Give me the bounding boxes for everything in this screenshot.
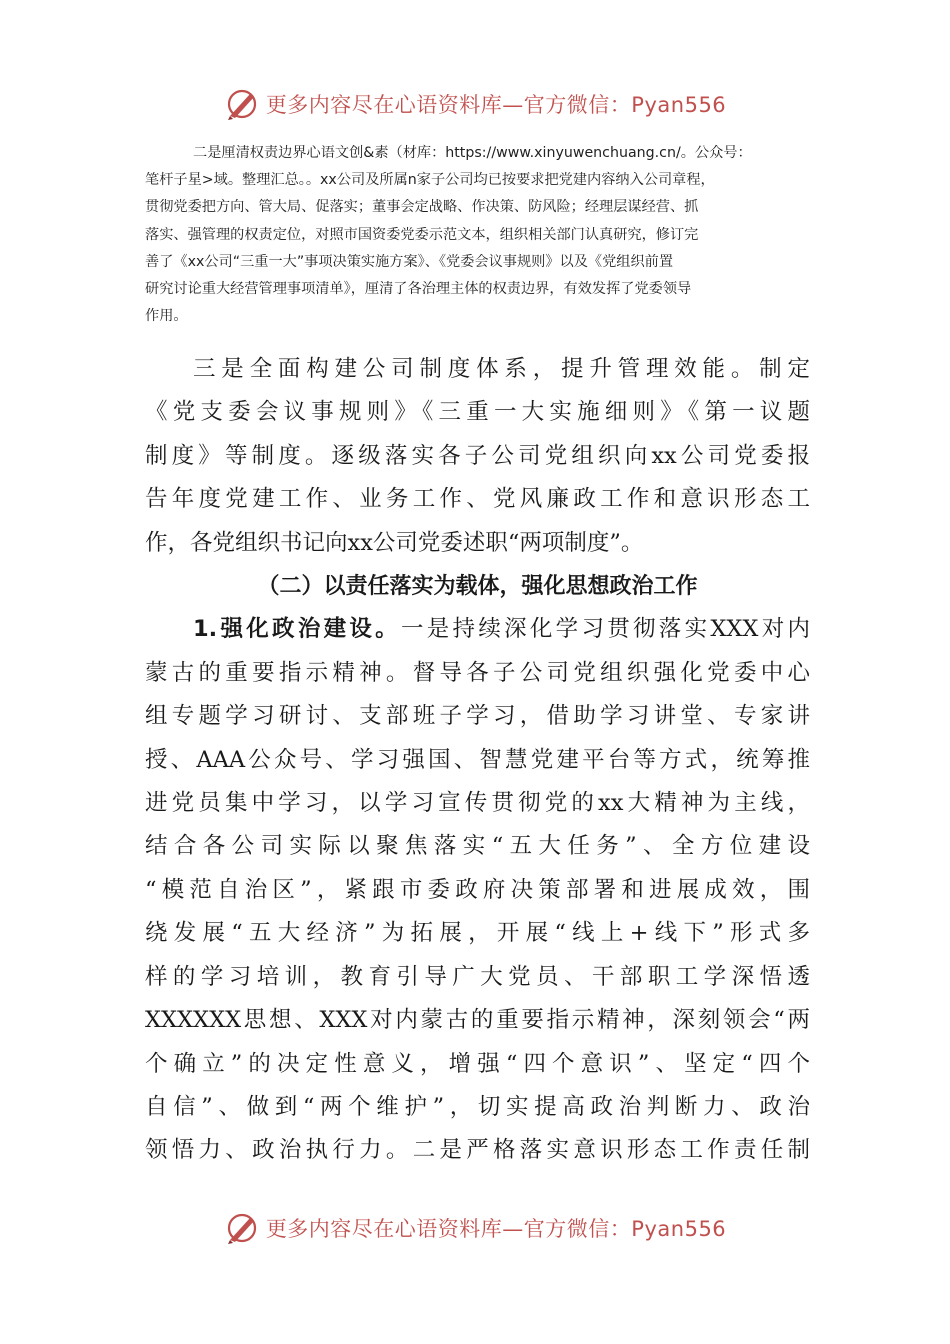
text-line: 进党员集中学习，以学习宣传贯彻党的xx大精神为主线， xyxy=(145,790,810,817)
text-line: 告年度党建工作、业务工作、党风廉政工作和意识形态工 xyxy=(145,486,810,513)
banner-text: 更多内容尽在心语资料库—官方微信：Pyan556 xyxy=(265,1217,727,1241)
text-line: 领悟力、政治执行力。二是严格落实意识形态工作责任制 xyxy=(145,1137,810,1164)
text-line: 自信”、做到“两个维护”，切实提高政治判断力、政治 xyxy=(145,1093,810,1120)
main-body xyxy=(145,348,810,1173)
banner-text: 更多内容尽在心语资料库—官方微信：Pyan556 xyxy=(265,93,727,117)
text-line: 蒙古的重要指示精神。督导各子公司党组织强化党委中心 xyxy=(145,659,810,686)
text-line: 个确立”的决定性意义，增强“四个意识”、坚定“四个 xyxy=(145,1050,810,1077)
text-line: 样的学习培训，教育引导广大党员、干部职工学深悟透 xyxy=(145,963,810,990)
text-line: 二是厘清权责边界心语文创&素（材库：https://www.xinyuwenchuang.cn/。公众号： xyxy=(193,145,752,161)
subsection-lead: 1.强化政治建设。 xyxy=(193,616,401,643)
text-line: 笔杆子星>域。整理汇总。。xx公司及所属n家子公司均已按要求把党建内容纳入公司章程， xyxy=(145,172,715,189)
text-line: 授、AAA公众号、学习强国、智慧党建平台等方式，统筹推 xyxy=(145,746,810,773)
text-line: 三是全面构建公司制度体系，提升管理效能。制定 xyxy=(193,356,810,382)
text-line: 贯彻党委把方向、管大局、促落实；董事会定战略、作决策、防风险；经理层谋经营、抓 xyxy=(145,199,699,216)
paragraph-2 xyxy=(145,140,810,330)
section-heading: （二）以责任落实为载体，强化思想政治工作 xyxy=(257,574,698,600)
text-line: 绕发展“五大经济”为拓展，开展“线上+线下”形式多 xyxy=(145,920,810,947)
pen-logo-icon xyxy=(224,86,260,122)
footer-banner xyxy=(0,1208,950,1248)
text-line: 结合各公司实际以聚焦落实“五大任务”、全方位建设 xyxy=(145,833,810,860)
text-line: 善了《xx公司“三重一大”事项决策实施方案》、《党委会议事规则》以及《党组织前置 xyxy=(145,253,674,270)
text-line: 组专题学习研讨、支部班子学习，借助学习讲堂、专家讲 xyxy=(145,703,810,730)
text-line: 落实、强管理的权责定位，对照市国资委党委示范文本，组织相关部门认真研究，修订完 xyxy=(145,226,699,243)
text-line: 作，各党组织书记向xx公司党委述职“两项制度”。 xyxy=(145,529,644,556)
header-banner xyxy=(0,84,950,124)
text-line: “模范自治区”，紧跟市委政府决策部署和进展成效，围 xyxy=(145,876,810,903)
text-line-rest: 一是持续深化学习贯彻落实XXX对内 xyxy=(400,616,810,643)
text-line: XXXXXX思想、XXX对内蒙古的重要指示精神，深刻领会“两 xyxy=(145,1007,810,1034)
text-line xyxy=(145,608,810,651)
text-line: 作用。 xyxy=(145,308,188,325)
text-line: 《党支委会议事规则》《三重一大实施细则》《第一议题 xyxy=(145,399,810,426)
text-line: 制度》等制度。逐级落实各子公司党组织向xx公司党委报 xyxy=(145,442,810,469)
pen-logo-icon xyxy=(224,1210,260,1246)
text-line: 研究讨论重大经营管理事项清单》，厘清了各治理主体的权责边界，有效发挥了党委领导 xyxy=(145,281,692,298)
